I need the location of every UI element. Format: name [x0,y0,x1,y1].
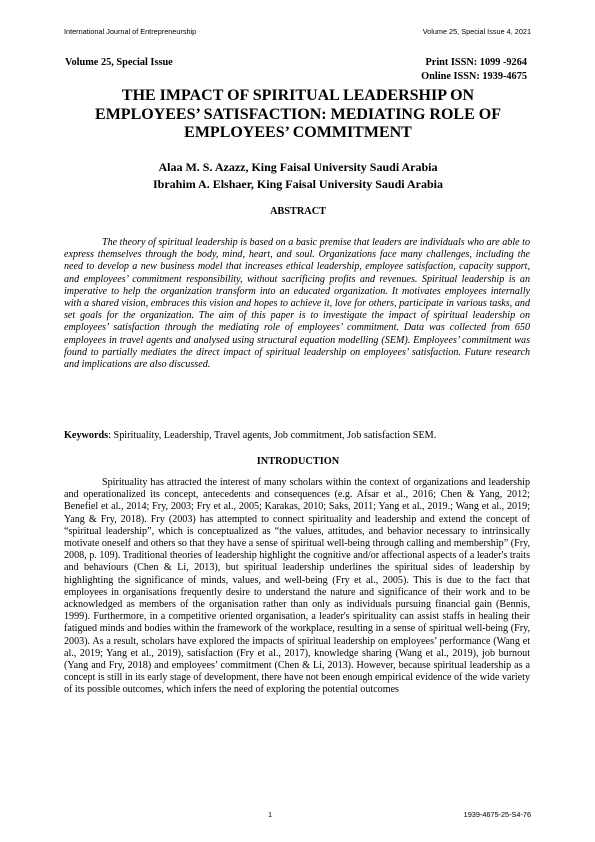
keywords-line [64,430,534,441]
online-issn: Online ISSN: 1939-4675 [421,71,527,82]
print-issn: Print ISSN: 1099 -9264 [425,57,527,68]
abstract-text: The theory of spiritual leadership is based on a basic premise that leaders are individuals who are able to express themselves through the body, mind, heart, and soul. Organizations face many challenges, including the need to develop a new business model that increases ethical leadership, employee satisfaction, capacity support, and employees’ commitment responsibility, without sacrificing profits and revenues. Spiritual leadership is an imperative to help the organization transform into an educated organization. It motivates employees internally with a shared vision, embraces this vision and hopes to achieve it, love for others, participate in various tasks, and set goals for the organization. The aim of this paper is to investigate the impact of spiritual leadership on employees’ satisfaction through the mediating role of employees’ commitment. Data was collected from 650 employees in travel agents and analysed using structural equation modelling (SEM). Employees’ commitment was found to partially mediates the direct impact of spiritual leadership on employees’ satisfaction. Future research and implications are also discussed. [64,237,530,371]
article-code: 1939-4675-25-S4-76 [463,810,531,819]
page-number: 1 [268,810,273,819]
title-line: EMPLOYEES’ COMMITMENT [184,124,412,141]
author-line: Alaa M. S. Azazz, King Faisal University Saudi Arabia [158,160,438,174]
paper-title [62,87,534,143]
author-list [62,159,534,192]
keywords-text: : Spirituality, Leadership, Travel agents, Job commitment, Job satisfaction SEM. [108,430,437,441]
abstract-heading: ABSTRACT [269,206,327,217]
running-header-issue: Volume 25, Special Issue 4, 2021 [422,27,531,36]
introduction-heading: INTRODUCTION [256,456,340,467]
volume-label: Volume 25, Special Issue [65,57,173,68]
title-line: EMPLOYEES’ SATISFACTION: MEDIATING ROLE OF [95,105,501,123]
title-line: THE IMPACT OF SPIRITUAL LEADERSHIP ON [121,87,475,104]
introduction-text: Spirituality has attracted the interest of many scholars within the context of organizations and leadership and operationalized its concept, antecedents and consequences (e.g. Afsar et al., 2016; Chen & Yang, 2012; Benefiel et al., 2014; Fry, 2003; Fry et al., 2005; Karakas, 2010; Saks, 2011; Yang et al., 2019.; Wang et al., 2019; Yang & Fry, 2018). Fry (2003) has attempted to connect spirituality and leadership and extend the concept of “spiritual leadership”, which is conceptualized as “the values, attitudes, and behavior necessary to intrinsically motivate oneself and others so that they have a sense of spiritual well-being through calling and membership” (Fry, 2008, p. 109). Traditional theories of leadership highlight the cognitive and/or affectional aspects of a leader's traits and behaviours (Chen & Li, 2013), but spiritual leadership underlines the spiritual sides of leadership by highlighting the significance of minds, values, and well-being (Fry et al., 2005). This is due to the fact that employees in organisations frequently desire to understand the nature and significance of their work and to be acknowledged as members of the organisation rather than only as individuals pursuing financial gain (Bennis, 1999). Furthermore, in a competitive oriented organisation, a leader's spirituality can assist staffs in healing their fatigued minds and bodies within the framework of the workplace, resulting in a sense of spiritual well-being (Fry, 2003). As a result, scholars have explored the impacts of spiritual leadership on employees’ performance (Wang et al., 2019; Yang et al., 2019), satisfaction (Fry et al., 2017), knowledge sharing (Wang et al., 2019), job burnout (Yang and Fry, 2018) and employees’ commitment (Chen & Li, 2013). However, because spiritual leadership as a concept is still in its early stage of development, there have not been enough empirical evidence of the wide variety of its possible outcomes, which infers the need of exploring the potential outcomes [64,477,530,696]
author-line: Ibrahim A. Elshaer, King Faisal University Saudi Arabia [153,176,443,191]
running-header-journal: International Journal of Entrepreneurship [64,27,197,36]
keywords-label: Keywords [64,430,109,441]
